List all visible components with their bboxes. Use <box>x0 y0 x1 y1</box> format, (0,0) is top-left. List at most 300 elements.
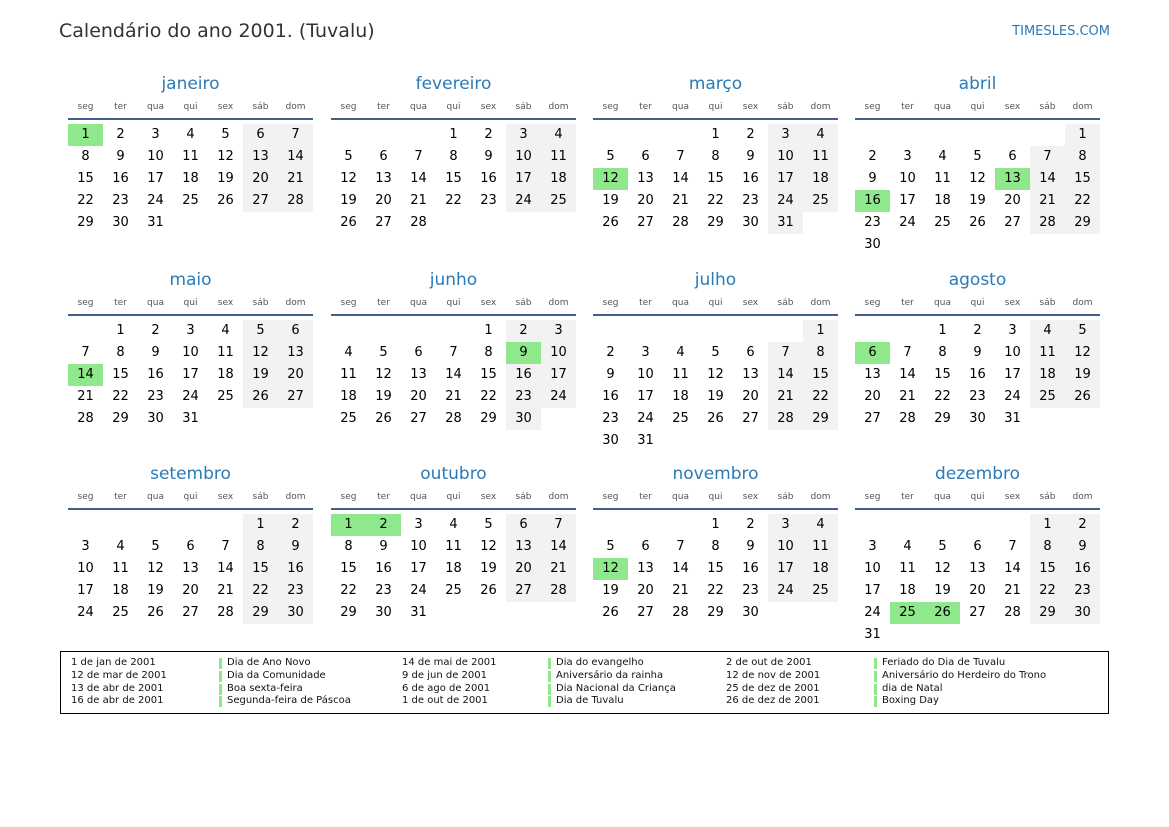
legend-date: 12 de nov de 2001 <box>726 670 821 681</box>
day-cell: 29 <box>340 605 357 620</box>
month-title: abril <box>958 74 997 94</box>
day-cell: 21 <box>899 389 916 404</box>
legend-holiday-marker <box>548 684 551 695</box>
day-cell: 22 <box>445 193 462 208</box>
day-cell: 13 <box>278 342 313 364</box>
day-cell: 8 <box>484 345 493 360</box>
day-cell: 21 <box>541 558 576 580</box>
day-cell: 19 <box>147 583 164 598</box>
weekday-header: qua <box>934 492 951 502</box>
weekday-header: sáb <box>252 492 269 502</box>
day-cell: 31 <box>182 411 199 426</box>
day-cell: 7 <box>903 345 912 360</box>
day-cell: 9 <box>973 345 982 360</box>
month-header-divider <box>68 314 313 316</box>
day-cell: 18 <box>899 583 916 598</box>
day-cell: 16 <box>278 558 313 580</box>
day-cell: 17 <box>864 583 881 598</box>
day-cell: 9 <box>746 539 755 554</box>
day-cell: 9 <box>278 536 313 558</box>
holiday-day-cell: 26 <box>925 602 960 624</box>
legend-holiday-name: Aniversário do Herdeiro do Trono <box>882 670 1047 681</box>
legend-holiday-marker <box>874 696 877 707</box>
day-cell: 6 <box>641 149 650 164</box>
day-cell: 9 <box>746 149 755 164</box>
day-cell: 3 <box>1008 323 1017 338</box>
day-cell: 28 <box>278 190 313 212</box>
day-cell: 19 <box>969 193 986 208</box>
day-cell: 14 <box>1030 168 1065 190</box>
legend-holiday-name: Boxing Day <box>882 695 939 706</box>
weekday-header: ter <box>639 492 652 502</box>
legend-holiday-name: Aniversário da rainha <box>556 670 664 681</box>
day-cell: 8 <box>116 345 125 360</box>
day-cell: 22 <box>803 386 838 408</box>
weekday-header: sex <box>1004 102 1021 112</box>
day-cell: 5 <box>973 149 982 164</box>
site-link[interactable]: TIMESLES.COM <box>1012 24 1110 39</box>
legend-holiday-marker <box>219 671 222 682</box>
weekday-header: qua <box>934 102 951 112</box>
day-cell: 5 <box>221 127 230 142</box>
day-cell: 24 <box>182 389 199 404</box>
weekday-header: ter <box>901 102 914 112</box>
day-cell: 28 <box>410 215 427 230</box>
day-cell: 3 <box>81 539 90 554</box>
day-cell: 29 <box>707 605 724 620</box>
day-cell: 31 <box>637 433 654 448</box>
day-cell: 9 <box>606 367 615 382</box>
legend-holiday-name: Dia de Tuvalu <box>556 695 624 706</box>
day-cell: 24 <box>410 583 427 598</box>
weekday-header: sex <box>742 492 759 502</box>
day-cell: 15 <box>243 558 278 580</box>
weekday-header: seg <box>340 492 357 502</box>
day-cell: 27 <box>742 411 759 426</box>
day-cell: 18 <box>112 583 129 598</box>
weekday-header: dom <box>810 492 831 502</box>
day-cell: 14 <box>1004 561 1021 576</box>
day-cell: 12 <box>243 342 278 364</box>
day-cell: 24 <box>77 605 94 620</box>
day-cell: 23 <box>864 215 881 230</box>
month-title: fevereiro <box>415 74 492 94</box>
holiday-day-cell: 12 <box>593 168 628 190</box>
day-cell: 9 <box>151 345 160 360</box>
day-cell: 25 <box>217 389 234 404</box>
weekday-header: seg <box>864 298 881 308</box>
weekday-header: qui <box>708 102 723 112</box>
day-cell: 1 <box>711 127 720 142</box>
weekday-header: sex <box>217 298 234 308</box>
weekday-header: sáb <box>252 298 269 308</box>
day-cell: 2 <box>278 514 313 536</box>
day-cell: 5 <box>344 149 353 164</box>
day-cell: 18 <box>672 389 689 404</box>
day-cell: 16 <box>742 561 759 576</box>
day-cell: 29 <box>934 411 951 426</box>
legend-holiday-name: Dia de Ano Novo <box>227 657 311 668</box>
month-header-divider <box>68 508 313 510</box>
day-cell: 14 <box>672 561 689 576</box>
day-cell: 28 <box>768 408 803 430</box>
day-cell: 5 <box>606 149 615 164</box>
weekday-header: sex <box>742 298 759 308</box>
day-cell: 26 <box>602 605 619 620</box>
day-cell: 31 <box>410 605 427 620</box>
day-cell: 26 <box>375 411 392 426</box>
day-cell: 27 <box>278 386 313 408</box>
day-cell: 4 <box>116 539 125 554</box>
day-cell: 22 <box>340 583 357 598</box>
legend-holiday-name: Feriado do Dia de Tuvalu <box>882 657 1006 668</box>
weekday-header: seg <box>77 492 94 502</box>
day-cell: 26 <box>1065 386 1100 408</box>
day-cell: 1 <box>1030 514 1065 536</box>
weekday-header: sáb <box>777 298 794 308</box>
legend-holiday-name: dia de Natal <box>882 683 943 694</box>
day-cell: 23 <box>147 389 164 404</box>
day-cell: 27 <box>243 190 278 212</box>
day-cell: 5 <box>379 345 388 360</box>
day-cell: 6 <box>506 514 541 536</box>
day-cell: 27 <box>969 605 986 620</box>
weekday-header: ter <box>114 102 127 112</box>
day-cell: 29 <box>803 408 838 430</box>
day-cell: 7 <box>221 539 230 554</box>
day-cell: 7 <box>541 514 576 536</box>
day-cell: 15 <box>480 367 497 382</box>
day-cell: 25 <box>803 190 838 212</box>
day-cell: 17 <box>77 583 94 598</box>
holiday-day-cell: 1 <box>331 514 366 536</box>
day-cell: 15 <box>934 367 951 382</box>
day-cell: 28 <box>217 605 234 620</box>
weekday-header: qui <box>446 492 461 502</box>
day-cell: 23 <box>742 193 759 208</box>
day-cell: 30 <box>864 237 881 252</box>
weekday-header: sáb <box>1039 492 1056 502</box>
day-cell: 10 <box>77 561 94 576</box>
weekday-header: sáb <box>515 102 532 112</box>
day-cell: 8 <box>1030 536 1065 558</box>
legend-date: 1 de out de 2001 <box>402 695 488 706</box>
weekday-header: sáb <box>777 102 794 112</box>
weekday-header: sex <box>1004 492 1021 502</box>
day-cell: 10 <box>182 345 199 360</box>
day-cell: 8 <box>1065 146 1100 168</box>
day-cell: 18 <box>445 561 462 576</box>
day-cell: 21 <box>217 583 234 598</box>
day-cell: 19 <box>375 389 392 404</box>
day-cell: 2 <box>868 149 877 164</box>
weekday-header: dom <box>1072 298 1093 308</box>
day-cell: 11 <box>340 367 357 382</box>
day-cell: 22 <box>480 389 497 404</box>
day-cell: 23 <box>602 411 619 426</box>
day-cell: 28 <box>1004 605 1021 620</box>
day-cell: 26 <box>707 411 724 426</box>
day-cell: 9 <box>484 149 493 164</box>
day-cell: 1 <box>449 127 458 142</box>
day-cell: 10 <box>506 146 541 168</box>
day-cell: 11 <box>445 539 462 554</box>
day-cell: 4 <box>803 514 838 536</box>
holiday-day-cell: 12 <box>593 558 628 580</box>
day-cell: 22 <box>707 193 724 208</box>
day-cell: 7 <box>768 342 803 364</box>
day-cell: 10 <box>768 536 803 558</box>
month-header-divider <box>68 118 313 120</box>
legend-holiday-name: Dia Nacional da Criança <box>556 683 676 694</box>
legend-date: 13 de abr de 2001 <box>71 683 164 694</box>
day-cell: 13 <box>410 367 427 382</box>
day-cell: 11 <box>112 561 129 576</box>
day-cell: 15 <box>1030 558 1065 580</box>
weekday-header: qui <box>446 102 461 112</box>
legend-holiday-marker <box>548 696 551 707</box>
month-header-divider <box>855 118 1100 120</box>
day-cell: 24 <box>864 605 881 620</box>
day-cell: 18 <box>803 558 838 580</box>
day-cell: 28 <box>445 411 462 426</box>
weekday-header: ter <box>901 298 914 308</box>
day-cell: 17 <box>410 561 427 576</box>
weekday-header: seg <box>864 102 881 112</box>
month-title: maio <box>169 270 212 290</box>
day-cell: 19 <box>1065 364 1100 386</box>
weekday-header: sáb <box>515 492 532 502</box>
day-cell: 18 <box>934 193 951 208</box>
day-cell: 8 <box>344 539 353 554</box>
page-title: Calendário do ano 2001. (Tuvalu) <box>59 20 375 42</box>
weekday-header: seg <box>77 102 94 112</box>
month-header-divider <box>331 118 576 120</box>
day-cell: 26 <box>147 605 164 620</box>
day-cell: 6 <box>243 124 278 146</box>
legend-date: 16 de abr de 2001 <box>71 695 164 706</box>
day-cell: 12 <box>934 561 951 576</box>
day-cell: 29 <box>243 602 278 624</box>
day-cell: 4 <box>803 124 838 146</box>
day-cell: 16 <box>375 561 392 576</box>
day-cell: 11 <box>934 171 951 186</box>
day-cell: 14 <box>278 146 313 168</box>
day-cell: 15 <box>77 171 94 186</box>
holiday-day-cell: 16 <box>855 190 890 212</box>
day-cell: 5 <box>484 517 493 532</box>
day-cell: 13 <box>375 171 392 186</box>
day-cell: 3 <box>541 320 576 342</box>
day-cell: 27 <box>864 411 881 426</box>
day-cell: 23 <box>742 583 759 598</box>
weekday-header: dom <box>548 492 569 502</box>
day-cell: 20 <box>506 558 541 580</box>
weekday-header: qua <box>934 298 951 308</box>
day-cell: 3 <box>641 345 650 360</box>
day-cell: 20 <box>637 193 654 208</box>
day-cell: 22 <box>77 193 94 208</box>
day-cell: 20 <box>375 193 392 208</box>
holiday-day-cell: 13 <box>995 168 1030 190</box>
day-cell: 21 <box>672 583 689 598</box>
day-cell: 6 <box>641 539 650 554</box>
day-cell: 17 <box>1004 367 1021 382</box>
day-cell: 1 <box>116 323 125 338</box>
day-cell: 31 <box>147 215 164 230</box>
day-cell: 25 <box>340 411 357 426</box>
day-cell: 18 <box>803 168 838 190</box>
legend-date: 14 de mai de 2001 <box>402 657 497 668</box>
weekday-header: sex <box>742 102 759 112</box>
day-cell: 12 <box>1065 342 1100 364</box>
weekday-header: sex <box>1004 298 1021 308</box>
day-cell: 28 <box>77 411 94 426</box>
day-cell: 16 <box>1065 558 1100 580</box>
day-cell: 12 <box>340 171 357 186</box>
month-header-divider <box>593 508 838 510</box>
day-cell: 5 <box>711 345 720 360</box>
day-cell: 14 <box>899 367 916 382</box>
day-cell: 3 <box>768 124 803 146</box>
day-cell: 5 <box>151 539 160 554</box>
day-cell: 24 <box>899 215 916 230</box>
day-cell: 7 <box>1030 146 1065 168</box>
day-cell: 26 <box>969 215 986 230</box>
day-cell: 30 <box>742 215 759 230</box>
day-cell: 9 <box>868 171 877 186</box>
day-cell: 5 <box>1065 320 1100 342</box>
weekday-header: seg <box>77 298 94 308</box>
legend-holiday-name: Dia do evangelho <box>556 657 644 668</box>
day-cell: 12 <box>217 149 234 164</box>
day-cell: 5 <box>938 539 947 554</box>
day-cell: 16 <box>147 367 164 382</box>
day-cell: 16 <box>112 171 129 186</box>
month-title: março <box>688 74 743 94</box>
month-header-divider <box>331 314 576 316</box>
day-cell: 4 <box>1030 320 1065 342</box>
day-cell: 14 <box>768 364 803 386</box>
day-cell: 21 <box>410 193 427 208</box>
day-cell: 27 <box>506 580 541 602</box>
weekday-header: qua <box>410 102 427 112</box>
weekday-header: sáb <box>1039 102 1056 112</box>
holiday-legend <box>60 651 1109 714</box>
day-cell: 17 <box>637 389 654 404</box>
month-title: setembro <box>150 464 231 484</box>
day-cell: 7 <box>414 149 423 164</box>
day-cell: 2 <box>746 127 755 142</box>
day-cell: 10 <box>410 539 427 554</box>
day-cell: 22 <box>707 583 724 598</box>
day-cell: 13 <box>742 367 759 382</box>
day-cell: 10 <box>541 342 576 364</box>
weekday-header: qui <box>970 298 985 308</box>
day-cell: 19 <box>707 389 724 404</box>
weekday-header: qui <box>970 102 985 112</box>
weekday-header: qua <box>410 298 427 308</box>
legend-holiday-marker <box>219 684 222 695</box>
day-cell: 27 <box>637 605 654 620</box>
month-header-divider <box>593 314 838 316</box>
day-cell: 6 <box>278 320 313 342</box>
weekday-header: qua <box>147 298 164 308</box>
day-cell: 21 <box>768 386 803 408</box>
weekday-header: qui <box>183 298 198 308</box>
day-cell: 26 <box>480 583 497 598</box>
day-cell: 2 <box>151 323 160 338</box>
day-cell: 9 <box>379 539 388 554</box>
day-cell: 27 <box>1004 215 1021 230</box>
day-cell: 11 <box>803 536 838 558</box>
day-cell: 15 <box>707 561 724 576</box>
month-header-divider <box>855 508 1100 510</box>
day-cell: 6 <box>414 345 423 360</box>
day-cell: 21 <box>278 168 313 190</box>
day-cell: 20 <box>637 583 654 598</box>
day-cell: 3 <box>186 323 195 338</box>
weekday-header: seg <box>340 298 357 308</box>
day-cell: 19 <box>340 193 357 208</box>
month-title: julho <box>694 270 737 290</box>
day-cell: 9 <box>1065 536 1100 558</box>
day-cell: 10 <box>637 367 654 382</box>
day-cell: 29 <box>1030 602 1065 624</box>
weekday-header: ter <box>639 298 652 308</box>
day-cell: 5 <box>606 539 615 554</box>
day-cell: 1 <box>1065 124 1100 146</box>
day-cell: 16 <box>969 367 986 382</box>
day-cell: 25 <box>1030 386 1065 408</box>
day-cell: 7 <box>81 345 90 360</box>
day-cell: 16 <box>506 364 541 386</box>
legend-date: 26 de dez de 2001 <box>726 695 820 706</box>
day-cell: 10 <box>1004 345 1021 360</box>
day-cell: 23 <box>112 193 129 208</box>
day-cell: 15 <box>1065 168 1100 190</box>
day-cell: 1 <box>243 514 278 536</box>
weekday-header: seg <box>602 298 619 308</box>
weekday-header: sex <box>480 102 497 112</box>
day-cell: 22 <box>934 389 951 404</box>
day-cell: 25 <box>934 215 951 230</box>
day-cell: 25 <box>672 411 689 426</box>
weekday-header: sáb <box>777 492 794 502</box>
weekday-header: qui <box>183 102 198 112</box>
legend-holiday-marker <box>874 671 877 682</box>
day-cell: 27 <box>375 215 392 230</box>
weekday-header: seg <box>864 492 881 502</box>
day-cell: 3 <box>868 539 877 554</box>
day-cell: 26 <box>243 386 278 408</box>
weekday-header: qui <box>183 492 198 502</box>
day-cell: 29 <box>480 411 497 426</box>
weekday-header: qui <box>708 298 723 308</box>
day-cell: 28 <box>899 411 916 426</box>
day-cell: 4 <box>449 517 458 532</box>
day-cell: 24 <box>506 190 541 212</box>
weekday-header: qui <box>970 492 985 502</box>
day-cell: 6 <box>186 539 195 554</box>
day-cell: 21 <box>672 193 689 208</box>
day-cell: 17 <box>541 364 576 386</box>
day-cell: 14 <box>217 561 234 576</box>
day-cell: 8 <box>711 149 720 164</box>
weekday-header: ter <box>377 298 390 308</box>
holiday-day-cell: 2 <box>366 514 401 536</box>
day-cell: 12 <box>707 367 724 382</box>
